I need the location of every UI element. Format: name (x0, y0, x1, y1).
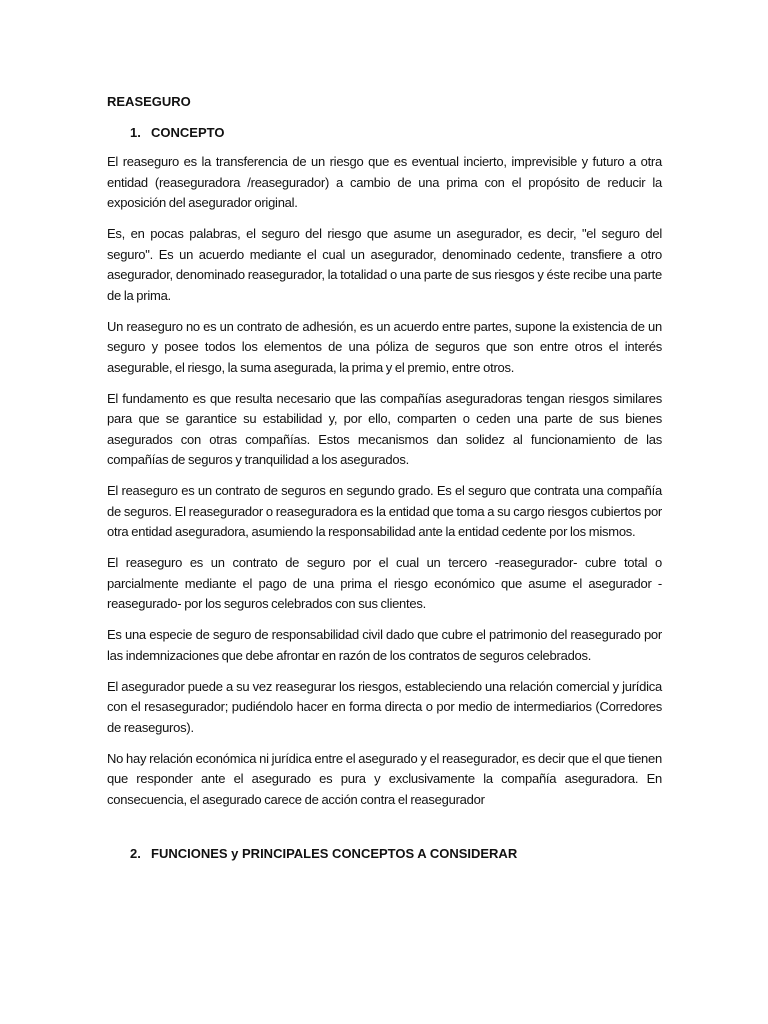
paragraph: El reaseguro es un contrato de seguros en segundo grado. Es el seguro que contrata una compañía de seguros. El reasegurador o reaseguradora es la entidad que toma a su cargo riesgos cubiertos por otra entidad aseguradora, asumiendo la responsabilidad ante la entidad cedente por los mismos. (107, 483, 662, 539)
paragraph: Un reaseguro no es un contrato de adhesión, es un acuerdo entre partes, supone la existencia de un seguro y posee todos los elementos de una póliza de seguros que son entre otros el interés asegurable, el riesgo, la suma asegurada, la prima y el premio, entre otros. (107, 318, 662, 375)
paragraph: Es una especie de seguro de responsabilidad civil dado que cubre el patrimonio del reasegurado por las indemnizaciones que debe afrontar en razón de los contratos de seguros celebrados. (107, 627, 662, 663)
section-title: CONCEPTO (151, 125, 225, 140)
paragraph: El fundamento es que resulta necesario que las compañías aseguradoras tengan riesgos similares para que se garantice su estabilidad y, por ello, comparten o ceden una parte de sus bienes asegurados con otras compañías. Estos mecanismos dan solidez al funcionamiento de las compañías de seguros y tranquilidad a los asegurados. (107, 390, 662, 467)
section-number: 1. (130, 125, 141, 140)
document-page (107, 92, 662, 873)
section-heading-concepto (130, 123, 662, 143)
paragraph: No hay relación económica ni jurídica entre el asegurado y el reasegurador, es decir que el que tienen que responder ante el asegurado es pura y exclusivamente la compañía aseguradora. En consecuencia, el asegurado carece de acción contra el reasegurador (107, 750, 662, 807)
section-heading-funciones (130, 844, 662, 864)
paragraph: El reaseguro es un contrato de seguro por el cual un tercero -reasegurador- cubre total o parcialmente mediante el pago de una prima el riesgo económico que asume el asegurador -reasegurado- por los seguros celebrados con sus clientes. (107, 555, 662, 611)
paragraph: El asegurador puede a su vez reasegurar los riesgos, estableciendo una relación comercial y jurídica con el resasegurador; pudiéndolo hacer en forma directa o por medio de intermediarios (Corredores de reaseguros). (107, 678, 662, 735)
document-title: REASEGURO (107, 94, 191, 109)
paragraph: Es, en pocas palabras, el seguro del riesgo que asume un asegurador, es decir, "el seguro del seguro". Es un acuerdo mediante el cual un asegurador, denominado cedente, transfiere a otro asegurador, denominado reasegurador, la totalidad o una parte de sus riesgos y éste recibe una parte de la prima. (107, 226, 662, 303)
section-number: 2. (130, 846, 141, 861)
section-title: FUNCIONES y PRINCIPALES CONCEPTOS A CONSIDERAR (151, 846, 518, 861)
paragraph: El reaseguro es la transferencia de un riesgo que es eventual incierto, imprevisible y futuro a otra entidad (reaseguradora /reasegurador) a cambio de una prima con el propósito de reducir la exposición del asegurador original. (107, 154, 662, 210)
